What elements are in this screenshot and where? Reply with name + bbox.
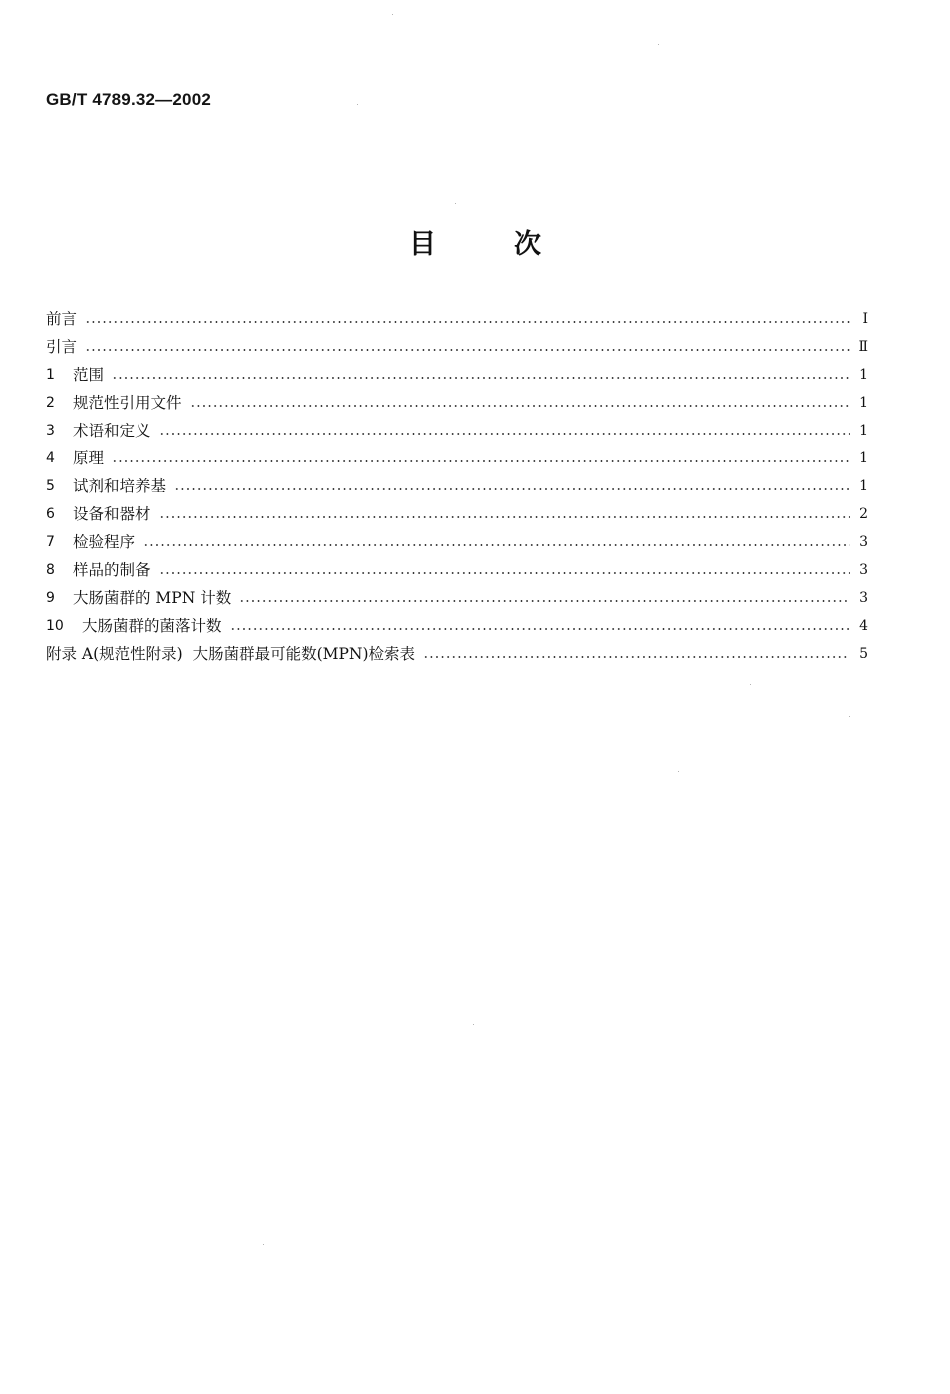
toc-entry-1[interactable] <box>46 362 868 390</box>
toc-entry-number: 10 <box>46 617 64 634</box>
page-title: 目次 <box>409 229 619 260</box>
toc-entry-page: 2 <box>859 506 868 523</box>
toc-entry-number: 3 <box>46 422 55 439</box>
dot-leader <box>112 460 850 462</box>
toc-entry-9[interactable] <box>46 585 868 613</box>
toc-entry-page: 1 <box>859 422 868 439</box>
toc-entry-page: 5 <box>859 645 868 662</box>
toc-entry-page: 3 <box>859 562 868 579</box>
toc-entry-3[interactable] <box>46 418 868 446</box>
scan-speck <box>750 684 751 685</box>
dot-leader <box>230 628 850 630</box>
toc-entry-introduction[interactable] <box>46 334 868 362</box>
toc-entry-label: 原理 <box>73 449 105 468</box>
toc-entry-label: 附录 A(规范性附录) 大肠菌群最可能数(MPN)检索表 <box>46 644 416 663</box>
toc-entry-page: 1 <box>859 478 868 495</box>
toc-entry-label: 试剂和培养基 <box>73 477 167 496</box>
toc-entry-2[interactable] <box>46 390 868 418</box>
toc-entry-number: 5 <box>46 478 55 495</box>
toc-entry-number: 7 <box>46 534 55 551</box>
toc-entry-number: 9 <box>46 589 55 606</box>
toc-entry-page: 1 <box>859 450 868 467</box>
toc-entry-label: 大肠菌群的菌落计数 <box>82 616 222 635</box>
scan-speck <box>455 203 456 204</box>
toc-entry-label: 术语和定义 <box>73 421 151 440</box>
toc-entry-number: 2 <box>46 394 55 411</box>
dot-leader <box>159 516 850 518</box>
toc-entry-5[interactable] <box>46 473 868 501</box>
toc-entry-number: 8 <box>46 562 55 579</box>
standard-code: GB/T 4789.32—2002 <box>46 90 211 109</box>
dot-leader <box>85 321 850 323</box>
toc-entry-page: 1 <box>859 366 868 383</box>
toc-entry-4[interactable] <box>46 445 868 473</box>
toc-entry-number: 1 <box>46 366 55 383</box>
toc-entry-page: 1 <box>859 394 868 411</box>
dot-leader <box>143 544 850 546</box>
toc-entry-label: 范围 <box>73 365 105 384</box>
toc-entry-page: Ⅱ <box>858 338 868 355</box>
toc-entry-page: 3 <box>859 589 868 606</box>
toc-entry-7[interactable] <box>46 529 868 557</box>
toc-entry-number: 4 <box>46 450 55 467</box>
scan-speck <box>263 1244 264 1245</box>
table-of-contents <box>46 306 868 669</box>
toc-entry-label: 大肠菌群的 MPN 计数 <box>73 588 232 607</box>
toc-entry-label: 设备和器材 <box>73 505 151 524</box>
toc-entry-label: 前言 <box>46 310 78 328</box>
dot-leader <box>112 377 850 379</box>
toc-entry-label: 检验程序 <box>73 533 136 552</box>
dot-leader <box>239 600 850 602</box>
toc-entry-label: 规范性引用文件 <box>73 393 182 412</box>
toc-entry-label: 引言 <box>46 337 78 356</box>
dot-leader <box>423 656 850 658</box>
toc-entry-label: 样品的制备 <box>73 561 151 580</box>
scan-speck <box>392 14 393 15</box>
dot-leader <box>159 433 850 435</box>
toc-entry-page: 4 <box>859 617 868 634</box>
toc-entry-foreword[interactable] <box>46 306 868 334</box>
dot-leader <box>174 488 850 490</box>
toc-entry-6[interactable] <box>46 501 868 529</box>
dot-leader <box>159 572 850 574</box>
dot-leader <box>85 349 850 351</box>
scan-speck <box>357 104 358 105</box>
scan-speck <box>658 44 659 45</box>
toc-entry-page: I <box>862 311 868 327</box>
dot-leader <box>190 405 850 407</box>
toc-entry-10[interactable] <box>46 613 868 641</box>
scan-speck <box>849 716 850 717</box>
toc-entry-page: 3 <box>859 534 868 551</box>
scan-speck <box>473 1024 474 1025</box>
toc-entry-annex-a[interactable] <box>46 641 868 669</box>
toc-entry-8[interactable] <box>46 557 868 585</box>
toc-entry-number: 6 <box>46 506 55 523</box>
scan-speck <box>678 771 679 772</box>
